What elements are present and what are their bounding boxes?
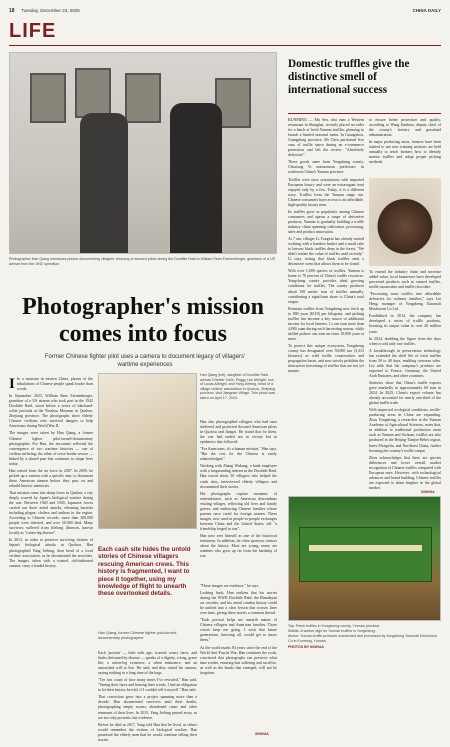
paper-name: CHINA DAILY	[412, 8, 441, 13]
paragraph: The images were taken by Han Qiang, a former Chinese fighter pilot-turned-documentary photographer. For Han, the encounter reflected the convergence of two wartime histories — one of civilian suffering, the other of cross-border rescue — linked by a shared past that continues to shape lives today.	[9, 431, 93, 466]
paragraph: Zhou acknowledges that there are species differences and lower overall market recognition of Chinese truffles compared with European ones. However, with technological advances and brand building, Chinese truffles are expected to shine brighter in the global market.	[369, 455, 441, 490]
truffle-banner-photo	[288, 496, 441, 621]
paragraph: "Processing turns truffles into affordable delicacies for ordinary families," says Liu Heng, manager of Yongsheng Xiaomali Mushroom Co Ltd.	[369, 292, 441, 312]
dropcap: I	[9, 376, 15, 392]
paragraph: Han also photographed villagers who had once sheltered and protected downed American pilots in Quzhou and Jiangxi. He found that for them, the war had ended not in victory but in epidemics that followed.	[200, 420, 277, 445]
paragraph: As the world marks 84 years since the end of the World Anti-Fascist War, Han continues the work, convinced that photographs can preserve what time erodes, ensuring that suffering and sacrifice, as well as the bonds that emerged, will not be forgotten.	[200, 645, 277, 675]
paragraph: Established in 2014, the company has developed a series of truffle products, boosting its output value to over 40 million yuan.	[369, 314, 441, 334]
paragraph: to ensure better protection and quality, according to Wang Jianbiao, deputy chief of the county's forestry and grassland administration.	[369, 118, 441, 138]
paragraph: In 2013, in order to preserve surviving victims of Japan's biological attacks in Quzhou, Han photographed Yang Jiebing, then head of a local victims' association, as he documented the atrocities. The images, taken with a trusted, old-fashioned camera, carry a loaded history.	[9, 538, 93, 568]
paragraph: His photographs capture moments of remembrance, such as American descendants visiting villages, reflecting old lives and family graves, and embracing Chinese families whose parents once cared for foreign airmen. These images, now used in people-to-people exchanges between China and the United States, tell "a friendship forged in war".	[200, 491, 277, 531]
paragraph: Looking back, Han realizes that his stories during the WWII Doolittle Raid, the Himalayan air corridor, and his aerial combat history could be unified into a clear lesson that crosses lines over time, giving these stories a common thread.	[200, 591, 277, 616]
banner-sign-text	[309, 545, 422, 551]
paragraph: That mission came into sharp focus in Quzhou, a city deeply scarred by Japan's biological warfare during the war. Between 1940 and 1945, Japanese forces carried out three aerial attacks, releasing bacteria including plague, cholera and anthrax in the region. According to Chinese records, more than 300,000 people were infected, and over 50,000 died. Many survivors suffered from lifelong illnesses, known locally as "rotten-leg disease".	[9, 490, 93, 536]
paragraph: Han now sees himself as one of the historical testimony. In addition, he often sponsors visitors about the history. Most are young, many are students who grew up far from the hardship of war.	[200, 533, 277, 559]
paragraph: To protect this unique ecosystem, Yongsheng county has designated over 50,000 mu (3,333 hectares) as wild truffle conservation and propagation bases, and now strictly prohibits the destructive harvesting of truffles that are not yet mature.	[288, 343, 364, 374]
paragraph: Han retired from the air force in 2007. In 2009, he picked up a camera with a specific aim: to document these American airmen before they pass on and rebuild historic memories.	[9, 468, 93, 488]
paragraph: Working with Zhang Wukang, a bank employee with a longstanding interest in the Doolittle Raid, Han traced about 50 villagers who helped the crash sites, interviewed elderly villagers and documented their stories.	[200, 464, 277, 489]
paragraph: Premium truffles from Yongsheng now fetch up to 800 yuan ($110) per kilogram, and picking truffles has become a key source of additional income for local farmers. Li can earn more than 4,000 yuan during each harvesting season, while skilled pickers can earn an extra 10,000 yuan or more.	[288, 306, 364, 341]
paragraph: Each 'portrait' — both with age, scarred, weary faces, and limbs deformed by disease — speaks of a dignity, a long, grave life, a rotten-leg existence, a silent endurance, and an untouched will to live. He said, and they raised his camera, saying nothing in a long time of the bags.	[98, 651, 197, 676]
photo-credit: PHOTOS BY XINHUA	[288, 645, 324, 649]
paragraph: In major producing areas, farmers have been trained to use new training sessions are held annually to teach farmers how to identify mature truffles and adopt proper picking methods.	[369, 140, 441, 165]
archive-photo-caption: Han Qiang (left), daughter of Doolittle Raid airman Chester Colin, Peggy Lee Albright, son of Lucas Albright, and Yang Jiebing, head of a village victims' association in Quzhou, Zhejiang province, visit Jiangnan Village. This photo was taken on April 17, 2024.	[200, 373, 276, 400]
exhibit-frame	[75, 68, 111, 118]
issue-date: Tuesday, December 23, 2025	[21, 8, 80, 13]
paragraph: I In a museum in eastern China, photos of the tribulations of Chinese people speak louder than words.	[9, 376, 93, 392]
main-story-col1	[9, 377, 93, 737]
banner-caption-bottom: Above: Yunnan truffle products researched and processed by Yongsheng Xiaomali Mushroom Co in Kunming, Yunnan.	[288, 634, 437, 643]
side-headline: Domestic truffles give the distinctive smell of international success	[288, 58, 410, 96]
section-rule	[9, 45, 441, 46]
banner-sign	[299, 527, 432, 582]
main-photo	[9, 52, 277, 254]
photo-figure	[170, 103, 222, 253]
main-byline: XINHUA	[255, 732, 269, 736]
paragraph: "These images are evidence," he says.	[200, 584, 260, 588]
pull-quote: Each cash site hides the untold stories of Chinese villagers rescuing American crews. This history is fragmented, I want to piece it together, using my knowledge of flight to unearth these overlooked details.	[98, 546, 191, 598]
page-number: 18	[9, 8, 15, 14]
section-title: LIFE	[9, 20, 57, 42]
paragraph: A breakthrough in preservation technology has extended the shelf life of fresh truffles from 30 to 40 days, enabling overseas sales. Liu adds that the company's products are exported to France, Germany, the United Arab Emirates, and other countries.	[369, 348, 441, 378]
exhibit-frame	[30, 73, 66, 123]
side-byline: XINHUA	[421, 490, 435, 494]
paragraph: In September 2023, William Rees Farmenberger, grandson of a US airman who took part in the 1942 Doolittle Raid, stood before a series of blackand-white portraits at the Yinzhou Museum in Quzhou, Zhejiang province. The photographs show elderly Chinese civilians who survived dangers to help Americans during World War II.	[9, 394, 93, 429]
paragraph: With over 1,000 species of truffles, Yunnan is home to 70 percent of China's truffle resources. Yongsheng county provides ideal growing conditions for truffles. The county produces about 100 metric tons of truffles annually, contributing a significant share to China's total output.	[288, 269, 364, 304]
main-story-col2	[98, 651, 197, 742]
paragraph: In 2024, doubling the figure from the days when it sold only raw truffles.	[369, 336, 441, 346]
paragraph: To extend the industry chain and increase added value, local businesses have developed processed products such as canned truffles, truffle mooncakes and truffle chocolate.	[369, 270, 441, 290]
banner-caption-top: Top: Fresh truffles in Yongsheng county, Yunnan province.	[288, 624, 381, 628]
side-story-col2	[369, 270, 441, 488]
side-story-col2-top	[369, 118, 441, 174]
main-photo-caption: Photographer Han Qiang introduces photos documenting villagers' rescuing of downed pilots during the Doolittle Raid to William Rees Farmenberger, grandson of a US airman from the 1942 operation.	[9, 257, 276, 266]
archive-photo	[98, 373, 197, 529]
pull-quote-attribution: Han Qiang, former Chinese fighter pilot-turned-documentary photographer	[98, 631, 178, 640]
truffle-photo	[369, 178, 441, 266]
exhibit-frame	[125, 73, 161, 123]
main-deck: Former Chinese fighter pilot uses a camera to document legacy of villagers' wartime experiences	[44, 354, 246, 368]
side-rule	[288, 113, 441, 114]
masthead	[9, 6, 441, 16]
paragraph: KUNMING — Mu Sen, who runs a Western restaurant in Shanghai, recently placed an order for a batch of fresh Yunnan truffles, planning to launch a limited seasonal menu. In Guangzhou, Guangdong province, Mr Chen purchased five cans of truffle sauce during an e-commerce promotion and left the review: "Absolutely delicious!"	[288, 118, 364, 158]
paragraph: Truffles were once synonymous with imported European luxury and were an extravagant treat enjoyed only by a few. Today, it is a different story. Truffles from the Yunnan range run. Chinese consumers have access to an affordable, high-quality luxury item.	[288, 177, 364, 207]
banner-caption-middle: Middle: A worker digs for Yunnan truffles in Yongsheng.	[288, 629, 376, 633]
main-story-col3	[200, 420, 277, 580]
paragraph: These goods came from Yongsheng county. Chuxiong Yi autonomous prefecture, in southwest China's Yunnan province.	[288, 160, 364, 175]
main-story-col4	[200, 584, 277, 730]
paragraph: "For Americans, it's a human mission," Han says. "But the cost for the Chinese is rarely acknowledged."	[200, 447, 277, 462]
paragraph: "Each portrait helps me unearth names of Chinese villagers and American families. Those voices keep me going. I wish that future generations, knowing all, would get to know them."	[200, 618, 277, 643]
side-story-col1	[288, 118, 364, 488]
main-headline: Photographer's mission comes into focus	[21, 294, 264, 347]
paragraph: That conviction grew into a project spanning more than a decade. Han documented survivors until their deaths, photographing empty rooms, abandoned canes and other remnants of their lives. In 2015, Yang Jiebing passed away, as are not only portraits, but evidence.	[98, 695, 197, 720]
paragraph: With improved ecological conditions, truffle-producing areas in China are expanding. Zhou Yongsheng, a researcher at the Yunnan Academy of Agricultural Sciences, notes that, in addition to traditional production areas such as Yunnan and Sichuan, truffles are also produced in the Beijing-Tianjin-Hebei region, Inner Mongolia, and Northeast China, further boosting the country's truffle output.	[369, 408, 441, 453]
paragraph: Its truffles grow in popularity among Chinese consumers and spawn a range of derivative products, Yunnan is gradually building a truffle industry chain spanning cultivation, processing, sales and product innovation.	[288, 209, 364, 234]
paragraph: At 7 am, villager Li Yongxin has already started working with a bamboo basket and a small rake to harvest black truffles deep in the forest. "We didn't realize the value of truffles until recently," Li says, noting that black truffles emit a distinctive scent that allows them to be found.	[288, 237, 364, 267]
paragraph: "I've lost count of how many times I've revisited," Han said. "Seeing their faces and hearing their words, I had an obligation to let their history be told, if I couldn't tell it myself." Han said.	[98, 678, 197, 693]
photo-figure	[80, 113, 128, 253]
paragraph: Statistics show that China's truffle exports grew markedly in approximately 60 tons in 2024. In 2025, China's export volume has already accounted for nearly one-third of the global truffle trade.	[369, 380, 441, 406]
paragraph: Before he died in 2017, Yang told Han that he lived, as others would remember the victims of biological warfare. Han promised the elderly man that he would continue telling their stories.	[98, 722, 197, 742]
